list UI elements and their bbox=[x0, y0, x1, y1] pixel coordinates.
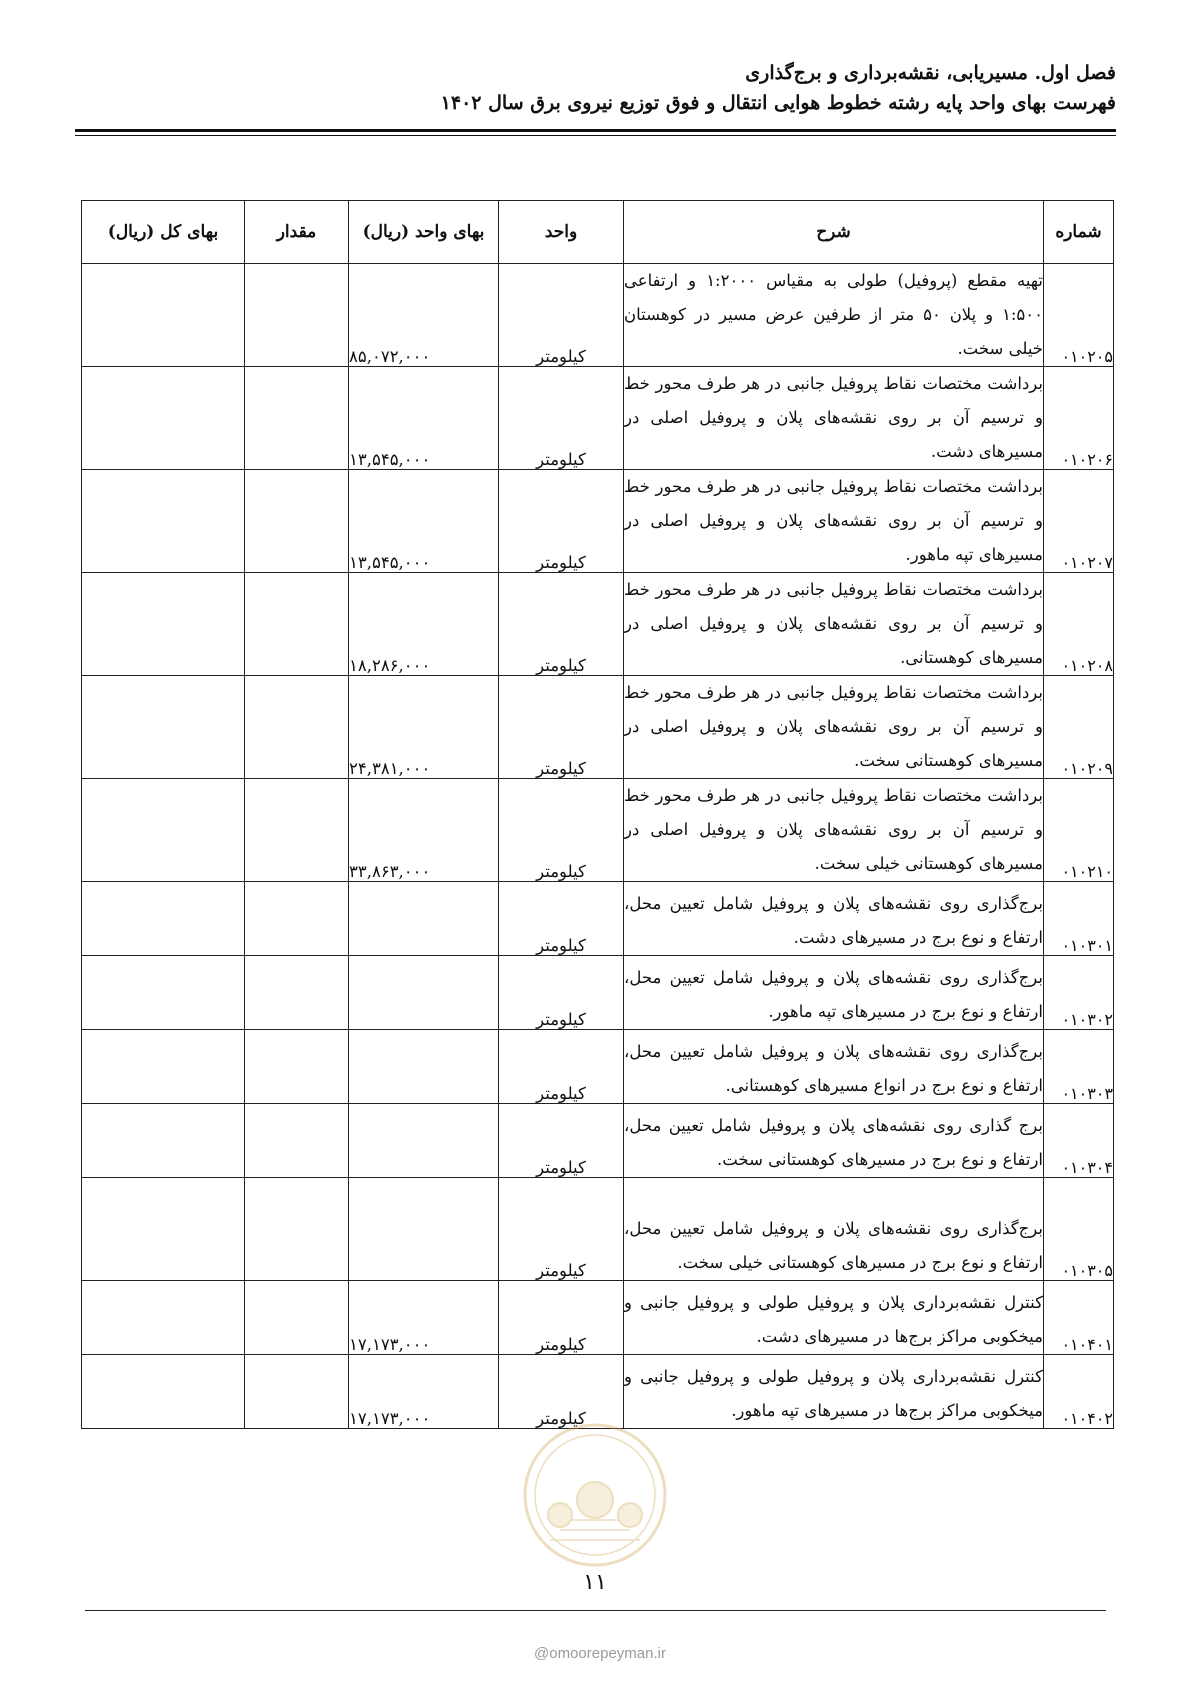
item-unit-price: ۱۷,۱۷۳,۰۰۰ bbox=[349, 1281, 499, 1355]
item-number: ۰۱۰۲۱۰ bbox=[1044, 779, 1114, 882]
item-unit: کیلومتر bbox=[499, 1104, 624, 1178]
item-total-price bbox=[82, 264, 245, 367]
item-unit: کیلومتر bbox=[499, 676, 624, 779]
item-description: برداشت مختصات نقاط پروفیل جانبی در هر طرف محور خط و ترسیم آن بر روی نقشه‌های پلان و پروفیل اصلی در مسیرهای دشت. bbox=[624, 367, 1044, 470]
price-list-table bbox=[81, 200, 1114, 1429]
footer-rule bbox=[85, 1610, 1106, 1611]
item-total-price bbox=[82, 1281, 245, 1355]
item-unit-price bbox=[349, 882, 499, 956]
item-unit-price: ۱۳,۵۴۵,۰۰۰ bbox=[349, 470, 499, 573]
item-unit-price bbox=[349, 1030, 499, 1104]
item-description: برج‌گذاری روی نقشه‌های پلان و پروفیل شامل تعیین محل، ارتفاع و نوع برج در مسیرهای تپه ماهور. bbox=[624, 956, 1044, 1030]
item-quantity bbox=[245, 882, 349, 956]
item-unit: کیلومتر bbox=[499, 1178, 624, 1281]
item-unit-price: ۱۳,۵۴۵,۰۰۰ bbox=[349, 367, 499, 470]
table-row bbox=[82, 1104, 1114, 1178]
document-title: فهرست بهای واحد پایه رشته خطوط هوایی انتقال و فوق توزیع نیروی برق سال ۱۴۰۲ bbox=[440, 92, 1116, 114]
item-number: ۰۱۰۴۰۱ bbox=[1044, 1281, 1114, 1355]
column-header-number: شماره bbox=[1044, 201, 1114, 264]
item-unit: کیلومتر bbox=[499, 367, 624, 470]
item-quantity bbox=[245, 1030, 349, 1104]
item-unit-price bbox=[349, 1178, 499, 1281]
item-unit-price bbox=[349, 1104, 499, 1178]
item-description: کنترل نقشه‌برداری پلان و پروفیل طولی و پروفیل جانبی و میخکوبی مراکز برج‌ها در مسیرهای دشت. bbox=[624, 1281, 1044, 1355]
item-total-price bbox=[82, 1355, 245, 1429]
item-total-price bbox=[82, 956, 245, 1030]
item-quantity bbox=[245, 956, 349, 1030]
item-number: ۰۱۰۳۰۳ bbox=[1044, 1030, 1114, 1104]
item-quantity bbox=[245, 1178, 349, 1281]
item-description: کنترل نقشه‌برداری پلان و پروفیل طولی و پروفیل جانبی و میخکوبی مراکز برج‌ها در مسیرهای تپه ماهور. bbox=[624, 1355, 1044, 1429]
item-total-price bbox=[82, 882, 245, 956]
item-unit: کیلومتر bbox=[499, 470, 624, 573]
item-quantity bbox=[245, 1355, 349, 1429]
item-unit: کیلومتر bbox=[499, 1030, 624, 1104]
table-row bbox=[82, 956, 1114, 1030]
item-quantity bbox=[245, 779, 349, 882]
item-number: ۰۱۰۳۰۱ bbox=[1044, 882, 1114, 956]
item-unit: کیلومتر bbox=[499, 779, 624, 882]
item-total-price bbox=[82, 779, 245, 882]
item-unit-price bbox=[349, 956, 499, 1030]
item-description: برداشت مختصات نقاط پروفیل جانبی در هر طرف محور خط و ترسیم آن بر روی نقشه‌های پلان و پروفیل اصلی در مسیرهای کوهستانی سخت. bbox=[624, 676, 1044, 779]
item-description: برداشت مختصات نقاط پروفیل جانبی در هر طرف محور خط و ترسیم آن بر روی نقشه‌های پلان و پروفیل اصلی در مسیرهای کوهستانی خیلی سخت. bbox=[624, 779, 1044, 882]
item-number: ۰۱۰۴۰۲ bbox=[1044, 1355, 1114, 1429]
table-row bbox=[82, 779, 1114, 882]
item-total-price bbox=[82, 1104, 245, 1178]
item-description: برج‌گذاری روی نقشه‌های پلان و پروفیل شامل تعیین محل، ارتفاع و نوع برج در مسیرهای کوهستانی خیلی سخت. bbox=[624, 1178, 1044, 1281]
page-number: ۱۱ bbox=[583, 1570, 607, 1595]
table-row bbox=[82, 264, 1114, 367]
website-watermark: @omoorepeyman.ir bbox=[534, 1645, 666, 1662]
table-row bbox=[82, 367, 1114, 470]
item-quantity bbox=[245, 1281, 349, 1355]
table-row bbox=[82, 882, 1114, 956]
item-unit: کیلومتر bbox=[499, 1281, 624, 1355]
table-row bbox=[82, 1178, 1114, 1281]
item-number: ۰۱۰۲۰۵ bbox=[1044, 264, 1114, 367]
table-row bbox=[82, 1030, 1114, 1104]
item-unit-price: ۸۵,۰۷۲,۰۰۰ bbox=[349, 264, 499, 367]
item-description: تهیه مقطع (پروفیل) طولی به مقیاس ۱:۲۰۰۰ و ارتفاعی ۱:۵۰۰ و پلان ۵۰ متر از طرفین عرض مسیر در کوهستان خیلی سخت. bbox=[624, 264, 1044, 367]
item-total-price bbox=[82, 1178, 245, 1281]
item-total-price bbox=[82, 676, 245, 779]
column-header-total-price: بهای کل (ریال) bbox=[82, 201, 245, 264]
table-row bbox=[82, 1281, 1114, 1355]
item-total-price bbox=[82, 367, 245, 470]
item-description: برج گذاری روی نقشه‌های پلان و پروفیل شامل تعیین محل، ارتفاع و نوع برج در مسیرهای کوهستانی سخت. bbox=[624, 1104, 1044, 1178]
item-quantity bbox=[245, 367, 349, 470]
item-quantity bbox=[245, 676, 349, 779]
item-unit-price: ۱۷,۱۷۳,۰۰۰ bbox=[349, 1355, 499, 1429]
item-unit-price: ۱۸,۲۸۶,۰۰۰ bbox=[349, 573, 499, 676]
item-description: برداشت مختصات نقاط پروفیل جانبی در هر طرف محور خط و ترسیم آن بر روی نقشه‌های پلان و پروفیل اصلی در مسیرهای کوهستانی. bbox=[624, 573, 1044, 676]
item-number: ۰۱۰۲۰۶ bbox=[1044, 367, 1114, 470]
item-quantity bbox=[245, 470, 349, 573]
item-unit: کیلومتر bbox=[499, 956, 624, 1030]
item-number: ۰۱۰۳۰۲ bbox=[1044, 956, 1114, 1030]
item-description: برج‌گذاری روی نقشه‌های پلان و پروفیل شامل تعیین محل، ارتفاع و نوع برج در انواع مسیرهای کوهستانی. bbox=[624, 1030, 1044, 1104]
item-quantity bbox=[245, 264, 349, 367]
item-total-price bbox=[82, 573, 245, 676]
item-number: ۰۱۰۲۰۸ bbox=[1044, 573, 1114, 676]
header-rule-thick bbox=[75, 129, 1116, 132]
table-row bbox=[82, 470, 1114, 573]
column-header-description: شرح bbox=[624, 201, 1044, 264]
item-quantity bbox=[245, 573, 349, 676]
item-number: ۰۱۰۳۰۴ bbox=[1044, 1104, 1114, 1178]
item-total-price bbox=[82, 1030, 245, 1104]
page-header bbox=[75, 58, 1116, 118]
item-description: برداشت مختصات نقاط پروفیل جانبی در هر طرف محور خط و ترسیم آن بر روی نقشه‌های پلان و پروفیل اصلی در مسیرهای تپه ماهور. bbox=[624, 470, 1044, 573]
item-unit: کیلومتر bbox=[499, 573, 624, 676]
item-total-price bbox=[82, 470, 245, 573]
item-unit: کیلومتر bbox=[499, 882, 624, 956]
item-unit: کیلومتر bbox=[499, 264, 624, 367]
column-header-quantity: مقدار bbox=[245, 201, 349, 264]
column-header-unit: واحد bbox=[499, 201, 624, 264]
item-unit: کیلومتر bbox=[499, 1355, 624, 1429]
table-header-row bbox=[82, 201, 1114, 264]
item-unit-price: ۲۴,۳۸۱,۰۰۰ bbox=[349, 676, 499, 779]
header-rule-thin bbox=[75, 135, 1116, 136]
item-description: برج‌گذاری روی نقشه‌های پلان و پروفیل شامل تعیین محل، ارتفاع و نوع برج در مسیرهای دشت. bbox=[624, 882, 1044, 956]
item-number: ۰۱۰۲۰۹ bbox=[1044, 676, 1114, 779]
item-unit-price: ۳۳,۸۶۳,۰۰۰ bbox=[349, 779, 499, 882]
column-header-unit-price: بهای واحد (ریال) bbox=[349, 201, 499, 264]
table-row bbox=[82, 676, 1114, 779]
item-quantity bbox=[245, 1104, 349, 1178]
table-row bbox=[82, 1355, 1114, 1429]
item-number: ۰۱۰۲۰۷ bbox=[1044, 470, 1114, 573]
table-row bbox=[82, 573, 1114, 676]
chapter-title: فصل اول. مسیریابی، نقشه‌برداری و برج‌گذاری bbox=[745, 62, 1116, 84]
item-number: ۰۱۰۳۰۵ bbox=[1044, 1178, 1114, 1281]
watermark-seal-icon bbox=[520, 1420, 670, 1570]
